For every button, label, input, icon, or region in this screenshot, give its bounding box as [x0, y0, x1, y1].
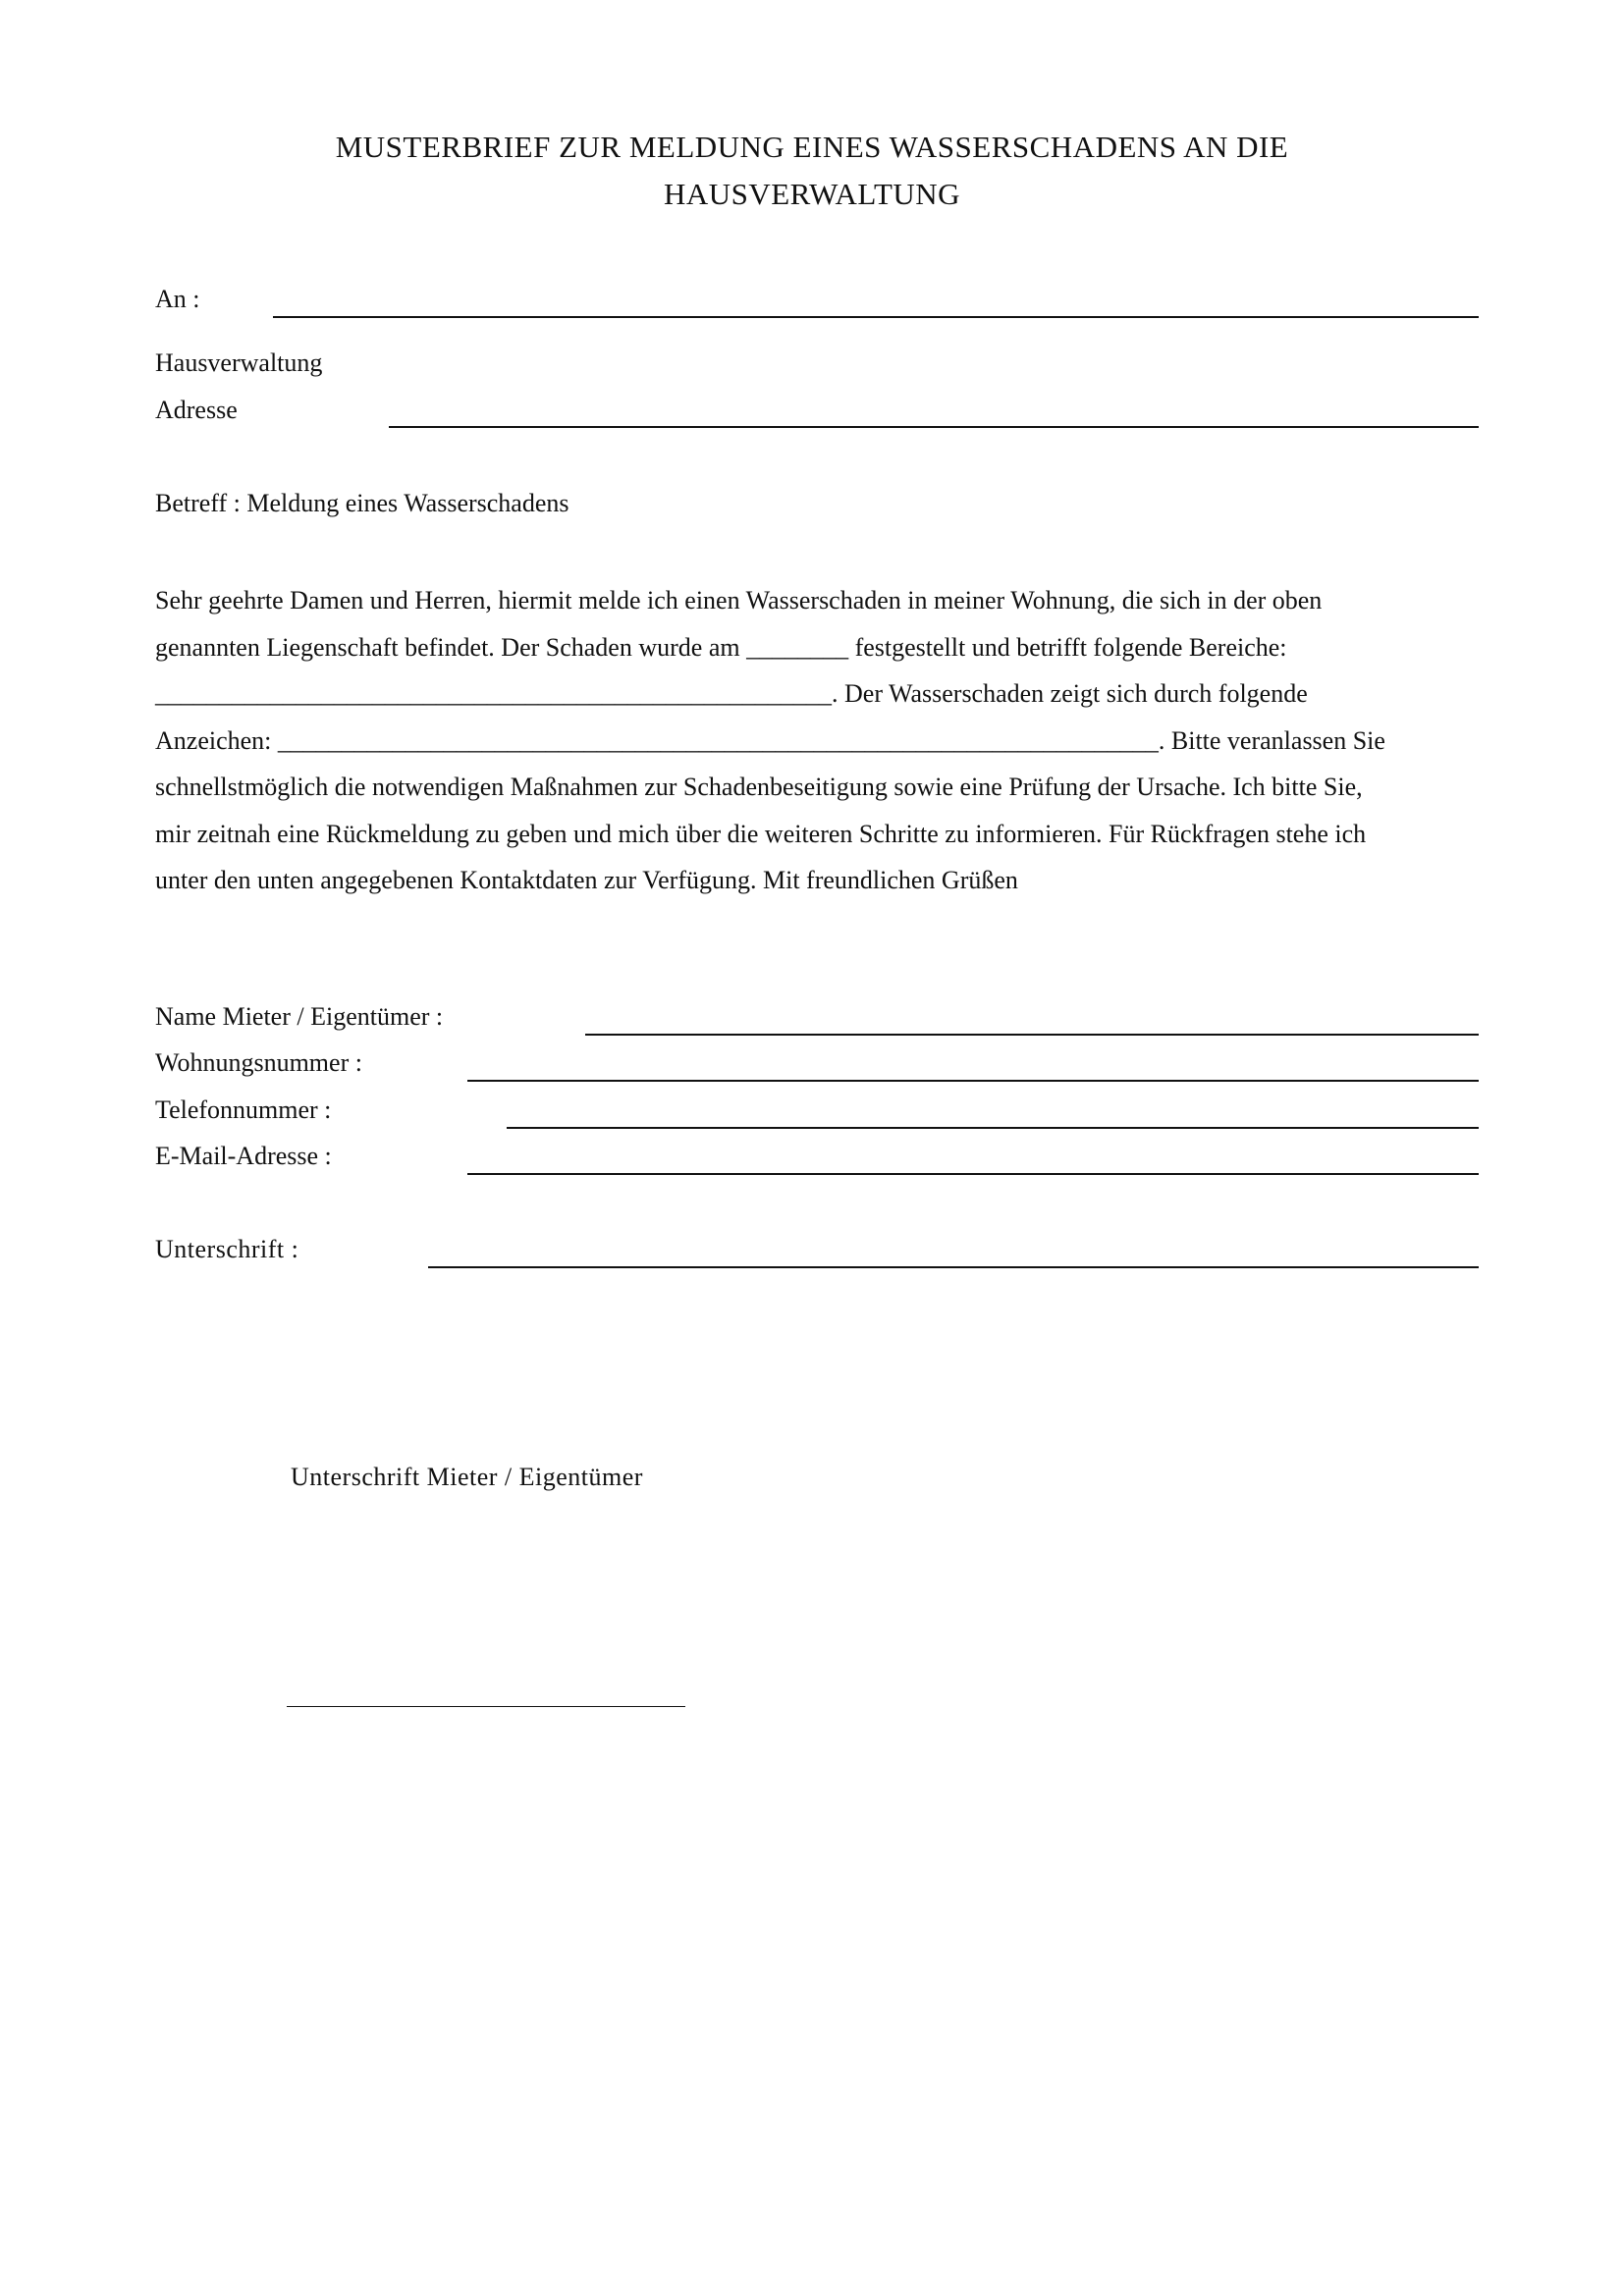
subject-line: Betreff : Meldung eines Wasserschadens — [155, 489, 569, 517]
title-line-1: MUSTERBRIEF ZUR MELDUNG EINES WASSERSCHADENS AN DIE — [335, 130, 1289, 164]
address-field-line[interactable] — [389, 426, 1479, 428]
tenant-owner-signature-line[interactable] — [287, 1706, 685, 1707]
apartment-number-label: Wohnungsnummer : — [155, 1048, 362, 1077]
phone-label: Telefonnummer : — [155, 1095, 332, 1124]
email-label: E-Mail-Adresse : — [155, 1142, 332, 1170]
signature-label: Unterschrift : — [155, 1235, 299, 1263]
letter-body — [155, 577, 1485, 904]
name-label: Name Mieter / Eigentümer : — [155, 1002, 444, 1031]
phone-field-line[interactable] — [507, 1127, 1479, 1129]
body-line: genannten Liegenschaft befindet. Der Schaden wurde am ________ festgestellt und betrifft folgende Bereiche: — [155, 632, 1287, 662]
signature-field-line[interactable] — [428, 1266, 1479, 1268]
body-line: Sehr geehrte Damen und Herren, hiermit melde ich einen Wasserschaden in meiner Wohnung, die sich in der oben — [155, 586, 1323, 614]
to-field-line[interactable] — [273, 316, 1479, 318]
body-line: mir zeitnah eine Rückmeldung zu geben und mich über die weiteren Schritte zu informieren. Für Rückfragen stehe ich — [155, 819, 1367, 848]
tenant-owner-signature-label: Unterschrift Mieter / Eigentümer — [291, 1463, 643, 1491]
address-label: Adresse — [155, 396, 238, 424]
document-title — [157, 124, 1467, 218]
to-label: An : — [155, 285, 200, 313]
title-line-2: HAUSVERWALTUNG — [663, 177, 961, 211]
body-line: _____________________________________________________. Der Wasserschaden zeigt sich durch folgende — [155, 679, 1308, 708]
management-label: Hausverwaltung — [155, 348, 323, 377]
body-line: Anzeichen: _____________________________________________________________________. Bitte veranlassen Sie — [155, 725, 1385, 755]
body-line: unter den unten angegebenen Kontaktdaten zur Verfügung. Mit freundlichen Grüßen — [155, 866, 1018, 894]
body-line: schnellstmöglich die notwendigen Maßnahmen zur Schadenbeseitigung sowie eine Prüfung der Ursache. Ich bitte Sie, — [155, 773, 1363, 801]
name-field-line[interactable] — [585, 1034, 1479, 1036]
email-field-line[interactable] — [467, 1173, 1479, 1175]
apartment-number-field-line[interactable] — [467, 1080, 1479, 1082]
